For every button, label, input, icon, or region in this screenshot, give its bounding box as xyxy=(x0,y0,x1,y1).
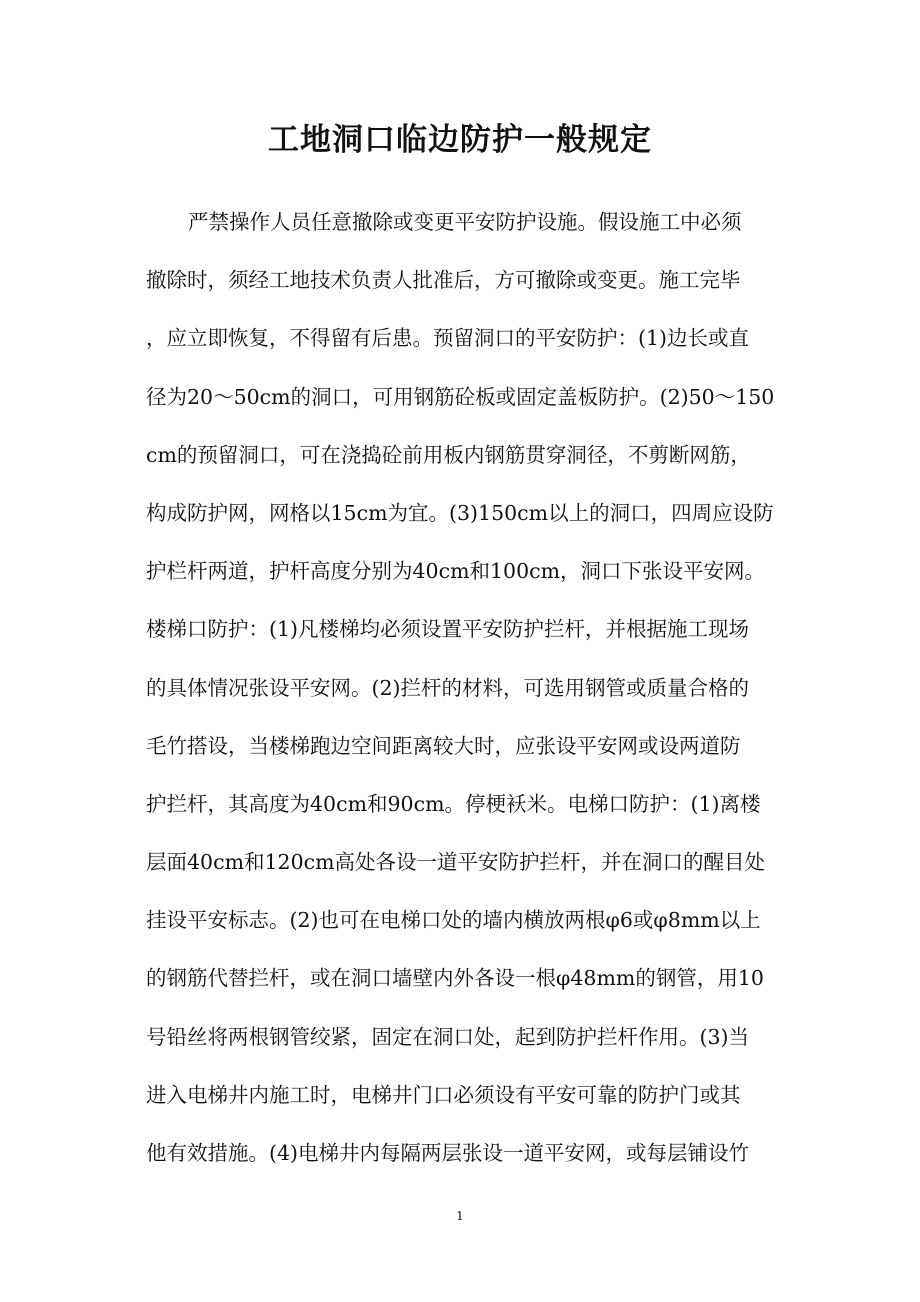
body-line-17: 他有效措施。(4)电梯井内每隔两层张设一道平安网，或每层铺设竹 xyxy=(146,1141,750,1165)
body-line-9: 的具体情况张设平安网。(2)拦杆的材料，可选用钢管或质量合格的 xyxy=(146,675,750,700)
body-line-4: 径为20～50cm的洞口，可用钢筋砼板或固定盖板防护。(2)50～150 xyxy=(146,384,775,409)
body-line-8: 楼梯口防护：(1)凡楼梯均必须设置平安防护拦杆，并根据施工现场 xyxy=(146,617,750,642)
body-line-14: 的钢筋代替拦杆，或在洞口墙壁内外各设一根φ48mm的钢管，用10 xyxy=(146,966,764,991)
body-line-5: cm的预留洞口，可在浇捣砼前用板内钢筋贯穿洞径，不剪断网筋， xyxy=(146,442,751,467)
document-body xyxy=(146,198,786,1187)
body-line-10: 毛竹搭设，当楼梯跑边空间距离较大时，应张设平安网或设两道防 xyxy=(146,733,741,758)
body-line-16: 进入电梯井内施工时，电梯井门口必须设有平安可靠的防护门或其 xyxy=(146,1082,741,1107)
body-line-2: 撤除时，须经工地技术负责人批准后，方可撤除或变更。施工完毕 xyxy=(146,268,741,293)
body-line-3: ，应立即恢复，不得留有后患。预留洞口的平安防护：(1)边长或直 xyxy=(146,326,750,351)
body-line-15: 号铅丝将两根钢管绞紧，固定在洞口处，起到防护拦杆作用。(3)当 xyxy=(146,1024,750,1049)
document-title: 工地洞口临边防护一般规定 xyxy=(268,122,652,158)
body-line-11: 护拦杆，其高度为40cm和90cm。停梗袄米。电梯口防护：(1)离楼 xyxy=(146,791,761,816)
page-number: 1 xyxy=(456,1209,464,1223)
body-line-6: 构成防护网，网格以15cm为宜。(3)150cm以上的洞口，四周应设防 xyxy=(146,500,774,525)
body-line-13: 挂设平安标志。(2)也可在电梯口处的墙内横放两根φ6或φ8mm以上 xyxy=(146,908,761,933)
body-line-12: 层面40cm和120cm高处各设一道平安防护拦杆，并在洞口的醒目处 xyxy=(146,850,766,875)
body-line-7: 护栏杆两道，护杆高度分别为40cm和100cm，洞口下张设平安网。 xyxy=(146,559,766,584)
body-line-1: 严禁操作人员任意撤除或变更平安防护设施。假设施工中必须 xyxy=(188,210,742,234)
